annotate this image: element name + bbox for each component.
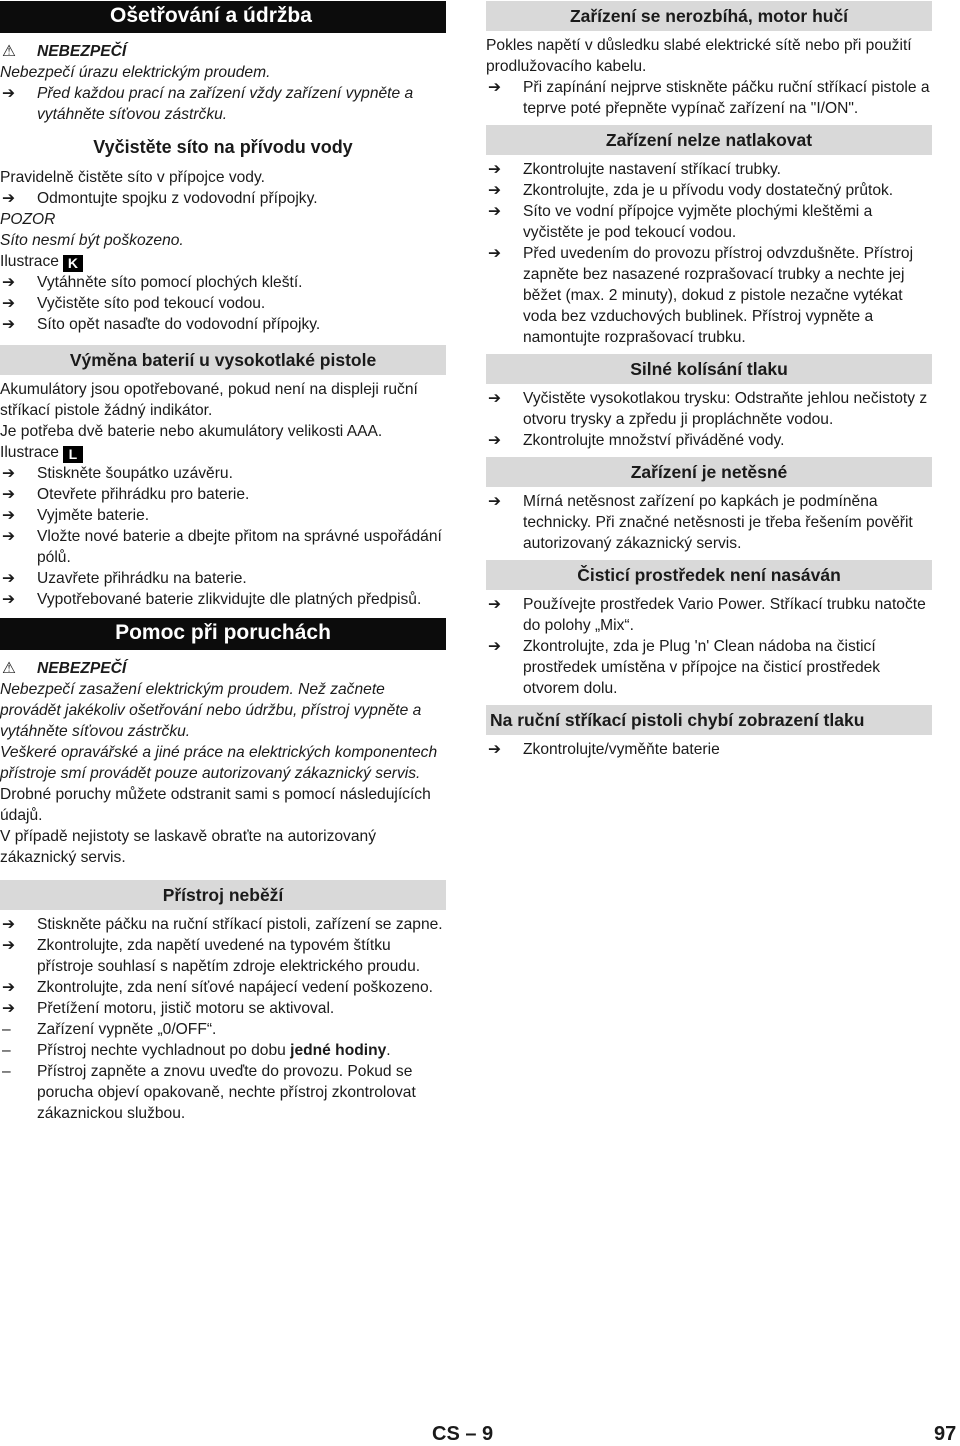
arrow-icon: ➔ — [2, 274, 16, 291]
list-item: ➔ Stiskněte páčku na ruční stříkací pistoli, zařízení se zapne. — [2, 916, 443, 933]
illustration-ref-k: Ilustrace K — [0, 251, 446, 272]
batteries-text-1: Akumulátory jsou opotřebované, pokud není na displeji ruční stříkací pistole žádný indikátor. — [0, 381, 418, 419]
strainer-intro: Pravidelně čistěte síto v přípojce vody. — [0, 169, 265, 186]
arrow-icon: ➔ — [488, 741, 502, 758]
arrow-icon: ➔ — [2, 190, 16, 207]
danger-label: NEBEZPEČÍ — [37, 43, 127, 60]
subsection-title-not-running: Přístroj neběží — [0, 880, 446, 910]
footer-page-number: 97 — [934, 1423, 957, 1445]
warning-triangle-icon: ⚠ — [2, 43, 16, 60]
arrow-icon: ➔ — [2, 316, 16, 333]
right-column — [486, 0, 932, 760]
subsection-title-motor-hums: Zařízení se nerozbíhá, motor hučí — [486, 1, 932, 31]
troubleshooting-info: Drobné poruchy můžete odstranit sami s pomocí následujících údajů. — [0, 786, 431, 824]
arrow-icon: ➔ — [488, 182, 502, 199]
list-item: ➔ Vytáhněte síto pomocí plochých kleští. — [2, 274, 303, 291]
list-item: ➔ Před každou prací na zařízení vždy zařízení vypněte a vytáhněte síťovou zástrčku. — [2, 85, 414, 123]
subsection-title-pressure-display: Na ruční stříkací pistoli chybí zobrazení tlaku — [486, 705, 932, 735]
subsection-title-leaking: Zařízení je netěsné — [486, 457, 932, 487]
arrow-icon: ➔ — [488, 161, 502, 178]
footer-language-page: CS – 9 — [432, 1423, 494, 1445]
dash-marker: – — [2, 1063, 11, 1080]
arrow-icon: ➔ — [488, 596, 502, 613]
arrow-icon: ➔ — [2, 570, 16, 587]
warning-triangle-icon: ⚠ — [2, 660, 16, 677]
list-item: ➔ Vyčistěte síto pod tekoucí vodou. — [2, 295, 266, 312]
list-item: ➔ Vypotřebované baterie zlikvidujte dle platných předpisů. — [2, 591, 422, 608]
dash-marker: – — [2, 1042, 11, 1059]
subsection-title-strainer: Vyčistěte síto na přívodu vody — [93, 137, 353, 157]
list-item: ➔ Zkontrolujte/vyměňte baterie — [488, 741, 720, 758]
batteries-text-2: Je potřeba dvě baterie nebo akumulátory velikosti AAA. — [0, 423, 383, 440]
arrow-icon: ➔ — [2, 486, 16, 503]
list-item: ➔ Před uvedením do provozu přístroj odvzdušněte. Přístroj zapněte bez nasazené rozprašovací trubky a nechte jej běžet (max. 2 minuty), dokud z pistole nezačne vytékat voda bez vzduchových bublinek. Přístroj vypněte a namontujte rozprašovací trubku. — [488, 245, 914, 346]
arrow-icon: ➔ — [488, 493, 502, 510]
arrow-icon: ➔ — [2, 591, 16, 608]
danger-label: NEBEZPEČÍ — [37, 660, 127, 677]
list-item: ➔ Mírná netěsnost zařízení po kapkách je podmíněna technicky. Při značné netěsnosti je třeba řešením pověřit autorizovaný zákaznický servis. — [488, 493, 913, 552]
list-item: ➔ Síto ve vodní přípojce vyjměte plochými kleštěmi a vyčistěte je pod tekoucí vodou. — [488, 203, 873, 241]
list-item: ➔ Zkontrolujte, zda je u přívodu vody dostatečný průtok. — [488, 182, 894, 199]
dash-marker: – — [2, 1021, 11, 1038]
list-item: ➔ Uzavřete přihrádku na baterie. — [2, 570, 247, 587]
caution-text: Síto nesmí být poškozeno. — [0, 232, 184, 249]
danger-warning — [0, 658, 446, 679]
list-item: ➔ Používejte prostředek Vario Power. Stříkací trubku natočte do polohy „Mix“. — [488, 596, 926, 634]
arrow-icon: ➔ — [2, 528, 16, 545]
arrow-icon: ➔ — [2, 295, 16, 312]
danger-text: Nebezpečí zasažení elektrickým proudem. Než začnete provádět jakékoliv ošetřování nebo údržbu, přístroj vypněte a vytáhněte síťovou zástrčku. — [0, 681, 422, 740]
arrow-icon: ➔ — [488, 432, 502, 449]
left-column — [0, 0, 446, 1124]
list-item: ➔ Zkontrolujte, zda je Plug 'n' Clean nádoba na čisticí prostředek umístěna v přípojce na čisticí prostředek otvorem dolu. — [488, 638, 881, 697]
list-item: ➔ Vyčistěte vysokotlakou trysku: Odstraňte jehlou nečistoty z otvoru trysky a zpředu ji propláchněte vodou. — [488, 390, 928, 428]
list-item: ➔ Zkontrolujte množství přiváděné vody. — [488, 432, 785, 449]
motor-hums-text: Pokles napětí v důsledku slabé elektrické sítě nebo při použití prodlužovacího kabelu. — [486, 37, 912, 75]
arrow-icon: ➔ — [2, 916, 16, 933]
subsection-title-batteries: Výměna baterií u vysokotlaké pistole — [0, 345, 446, 375]
section-title-troubleshooting: Pomoc při poruchách — [0, 618, 446, 650]
illustration-ref-l: Ilustrace L — [0, 442, 446, 463]
arrow-icon: ➔ — [2, 979, 16, 996]
danger-warning — [0, 41, 446, 62]
emphasis-duration: jedné hodiny — [290, 1042, 387, 1059]
arrow-icon: ➔ — [488, 79, 502, 96]
arrow-icon: ➔ — [488, 638, 502, 655]
list-item: ➔ Při zapínání nejprve stiskněte páčku ruční stříkací pistole a teprve poté přepněte vypínač zařízení na "I/ON". — [488, 79, 930, 117]
troubleshooting-info: V případě nejistoty se laskavě obraťte na autorizovaný zákaznický servis. — [0, 828, 376, 866]
arrow-icon: ➔ — [2, 85, 16, 102]
list-item: ➔ Síto opět nasaďte do vodovodní přípojky. — [2, 316, 321, 333]
list-item: ➔ Zkontrolujte, zda není síťové napájecí vedení poškozeno. — [2, 979, 433, 996]
dash-item: – Přístroj nechte vychladnout po dobu jedné hodiny. — [2, 1042, 391, 1059]
section-title-care: Ošetřování a údržba — [0, 1, 446, 33]
arrow-icon: ➔ — [488, 390, 502, 407]
arrow-icon: ➔ — [2, 1000, 16, 1017]
danger-text: Veškeré opravářské a jiné práce na elektrických komponentech přístroje smí provádět pouze autorizovaný zákaznický servis. — [0, 744, 438, 782]
arrow-icon: ➔ — [488, 245, 502, 262]
list-item: ➔ Stiskněte šoupátko uzávěru. — [2, 465, 233, 482]
list-item: ➔ Odmontujte spojku z vodovodní přípojky. — [2, 190, 318, 207]
list-item: ➔ Vyjměte baterie. — [2, 507, 150, 524]
arrow-icon: ➔ — [2, 507, 16, 524]
subsection-title-pressure-fluctuation: Silné kolísání tlaku — [486, 354, 932, 384]
illustration-badge-l: L — [63, 446, 83, 463]
list-item: ➔ Přetížení motoru, jistič motoru se aktivoval. — [2, 1000, 335, 1017]
list-item: ➔ Vložte nové baterie a dbejte přitom na správné uspořádání pólů. — [2, 528, 442, 566]
danger-text: Nebezpečí úrazu elektrickým proudem. — [0, 64, 271, 81]
arrow-icon: ➔ — [488, 203, 502, 220]
caution-label: POZOR — [0, 211, 56, 228]
illustration-badge-k: K — [63, 255, 83, 272]
arrow-icon: ➔ — [2, 465, 16, 482]
subsection-title-no-pressure: Zařízení nelze natlakovat — [486, 125, 932, 155]
list-item: ➔ Zkontrolujte, zda napětí uvedené na typovém štítku přístroje souhlasí s napětím zdroje elektrického proudu. — [2, 937, 421, 975]
arrow-icon: ➔ — [2, 937, 16, 954]
list-item: ➔ Otevřete přihrádku pro baterie. — [2, 486, 250, 503]
dash-item: – Zařízení vypněte „0/OFF“. — [2, 1021, 217, 1038]
list-item: ➔ Zkontrolujte nastavení stříkací trubky. — [488, 161, 781, 178]
dash-item: – Přístroj zapněte a znovu uveďte do provozu. Pokud se porucha objeví opakovaně, nechte přístroj zkontrolovat zákaznickou službou. — [2, 1063, 416, 1122]
subsection-title-detergent: Čisticí prostředek není nasáván — [486, 560, 932, 590]
